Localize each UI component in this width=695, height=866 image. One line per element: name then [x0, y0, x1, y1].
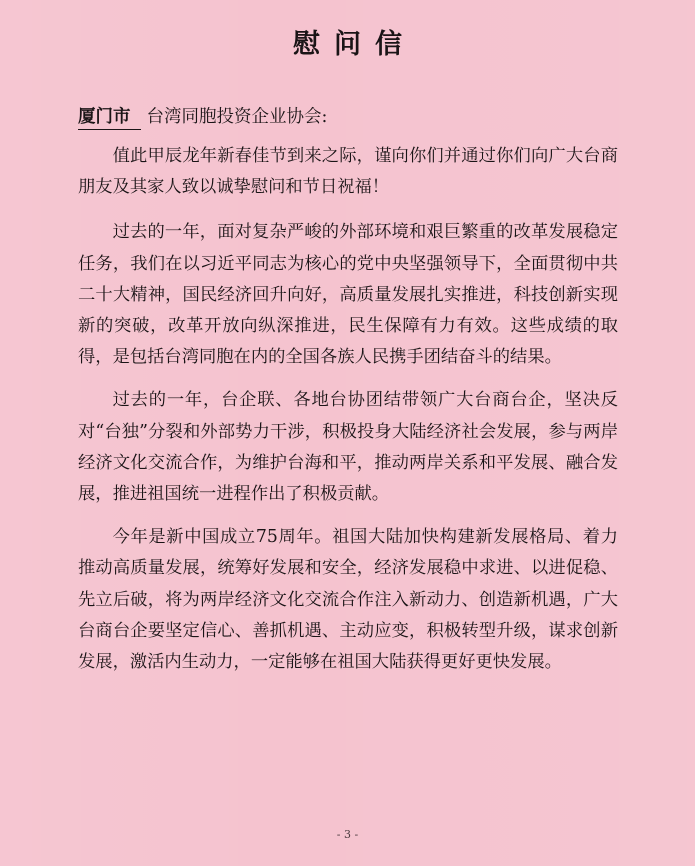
letter-title: 慰问信: [293, 29, 416, 60]
salutation: [78, 103, 327, 130]
page-number: - 3 -: [336, 828, 359, 841]
paragraph-greeting: 值此甲辰龙年新春佳节到来之际，谨向你们并通过你们向广大台商朋友及其家人致以诚挚慰问和节日祝福！: [78, 146, 618, 198]
paragraph-outlook: 今年是新中国成立75周年。祖国大陆加快构建新发展格局、着力推动高质量发展，统筹好发展和安全，经济发展稳中求进、以进促稳、先立后破，将为两岸经济文化交流合作注入新动力、创造新机遇，广大台商台企要坚定信心、善抓机遇、主动应变，积极转型升级，谋求创新发展，激活内生动力，一定能够在祖国大陆获得更好更快发展。: [78, 527, 618, 673]
letter-body: [78, 141, 618, 690]
salutation-recipient: 台湾同胞投资企业协会:: [146, 107, 328, 127]
salutation-city: 厦门市: [78, 103, 141, 130]
paragraph-past-year-achievements: 过去的一年，面对复杂严峻的外部环境和艰巨繁重的改革发展稳定任务，我们在以习近平同志为核心的党中央坚强领导下，全面贯彻中共二十大精神，国民经济回升向好，高质量发展扎实推进，科技创新实现新的突破，改革开放向纵深推进，民生保障有力有效。这些成绩的取得，是包括台湾同胞在内的全国各族人民携手团结奋斗的结果。: [78, 222, 618, 368]
paragraph-taiwan-business-contribution: 过去的一年，台企联、各地台协团结带领广大台商台企，坚决反对“台独”分裂和外部势力干涉，积极投身大陆经济社会发展，参与两岸经济文化交流合作，为维护台海和平，推动两岸关系和平发展、融合发展，推进祖国统一进程作出了积极贡献。: [78, 390, 618, 505]
